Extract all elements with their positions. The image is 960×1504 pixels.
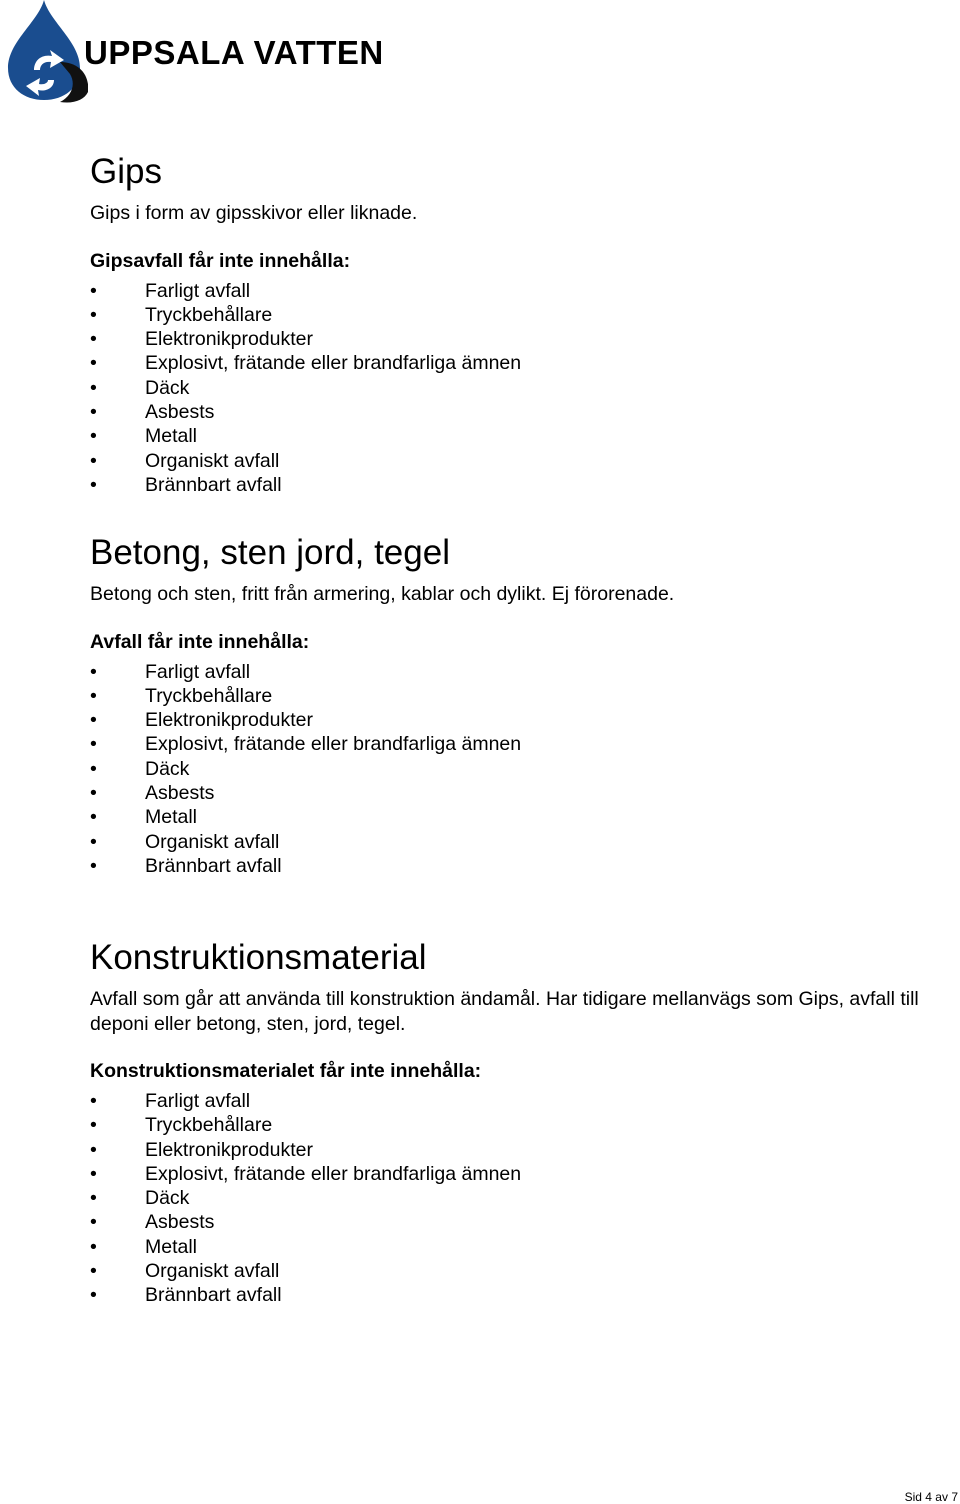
list-item: • Elektronikprodukter bbox=[90, 709, 313, 732]
list-item: • Tryckbehållare bbox=[90, 1114, 273, 1137]
list-item: • Farligt avfall bbox=[90, 1090, 251, 1112]
list-item: • Farligt avfall bbox=[90, 660, 251, 683]
list-item: • Farligt avfall bbox=[90, 279, 251, 302]
list-item: • Däck bbox=[90, 757, 190, 780]
section-subhead: Avfall får inte innehålla: bbox=[90, 630, 310, 653]
list-item: • Organiskt avfall bbox=[90, 1260, 280, 1283]
water-drop-recycle-icon bbox=[4, 0, 88, 104]
section-title: Konstruktionsmaterial bbox=[90, 938, 427, 977]
section-subhead: Konstruktionsmaterialet får inte innehålla: bbox=[90, 1060, 482, 1082]
section-intro: Avfall som går att använda till konstruktion ändamål. Har tidigare mellanvägs som Gips, avfall till deponi eller betong, sten, jord, tegel. bbox=[90, 988, 919, 1035]
logo-text: UPPSALA VATTEN bbox=[84, 34, 384, 71]
section-gips bbox=[90, 152, 920, 497]
list-item: • Tryckbehållare bbox=[90, 303, 273, 326]
list-item: • Brännbart avfall bbox=[90, 854, 282, 877]
list-item: • Explosivt, frätande eller brandfarliga ämnen bbox=[90, 733, 522, 756]
list-item: • Tryckbehållare bbox=[90, 684, 273, 707]
list-item: • Elektronikprodukter bbox=[90, 328, 313, 351]
section-title: Betong, sten jord, tegel bbox=[90, 533, 450, 572]
list-item: • Explosivt, frätande eller brandfarliga ämnen bbox=[90, 1162, 522, 1185]
list-item: • Organiskt avfall bbox=[90, 830, 280, 853]
item-list bbox=[90, 660, 920, 879]
section-intro: Betong och sten, fritt från armering, kablar och dylikt. Ej förorenade. bbox=[90, 583, 675, 605]
list-item: • Brännbart avfall bbox=[90, 473, 282, 496]
uppsala-vatten-logo bbox=[4, 0, 384, 104]
list-item: • Metall bbox=[90, 425, 198, 448]
list-item: • Asbests bbox=[90, 400, 215, 423]
list-item: • Elektronikprodukter bbox=[90, 1138, 313, 1161]
section-konstruktionsmaterial bbox=[90, 938, 920, 1308]
section-betong bbox=[90, 533, 920, 878]
list-item: • Explosivt, frätande eller brandfarliga ämnen bbox=[90, 352, 522, 375]
list-item: • Brännbart avfall bbox=[90, 1284, 282, 1307]
item-list bbox=[90, 1089, 920, 1308]
section-title: Gips bbox=[90, 152, 162, 191]
page-number: Sid 4 av 7 bbox=[904, 1490, 958, 1504]
list-item: • Asbests bbox=[90, 781, 215, 804]
list-item: • Däck bbox=[90, 376, 190, 399]
section-intro: Gips i form av gipsskivor eller liknade. bbox=[90, 202, 418, 224]
list-item: • Däck bbox=[90, 1187, 190, 1210]
list-item: • Asbests bbox=[90, 1211, 215, 1234]
item-list bbox=[90, 279, 920, 498]
list-item: • Organiskt avfall bbox=[90, 449, 280, 472]
list-item: • Metall bbox=[90, 1235, 198, 1258]
list-item: • Metall bbox=[90, 806, 198, 829]
section-subhead: Gipsavfall får inte innehålla: bbox=[90, 249, 351, 272]
